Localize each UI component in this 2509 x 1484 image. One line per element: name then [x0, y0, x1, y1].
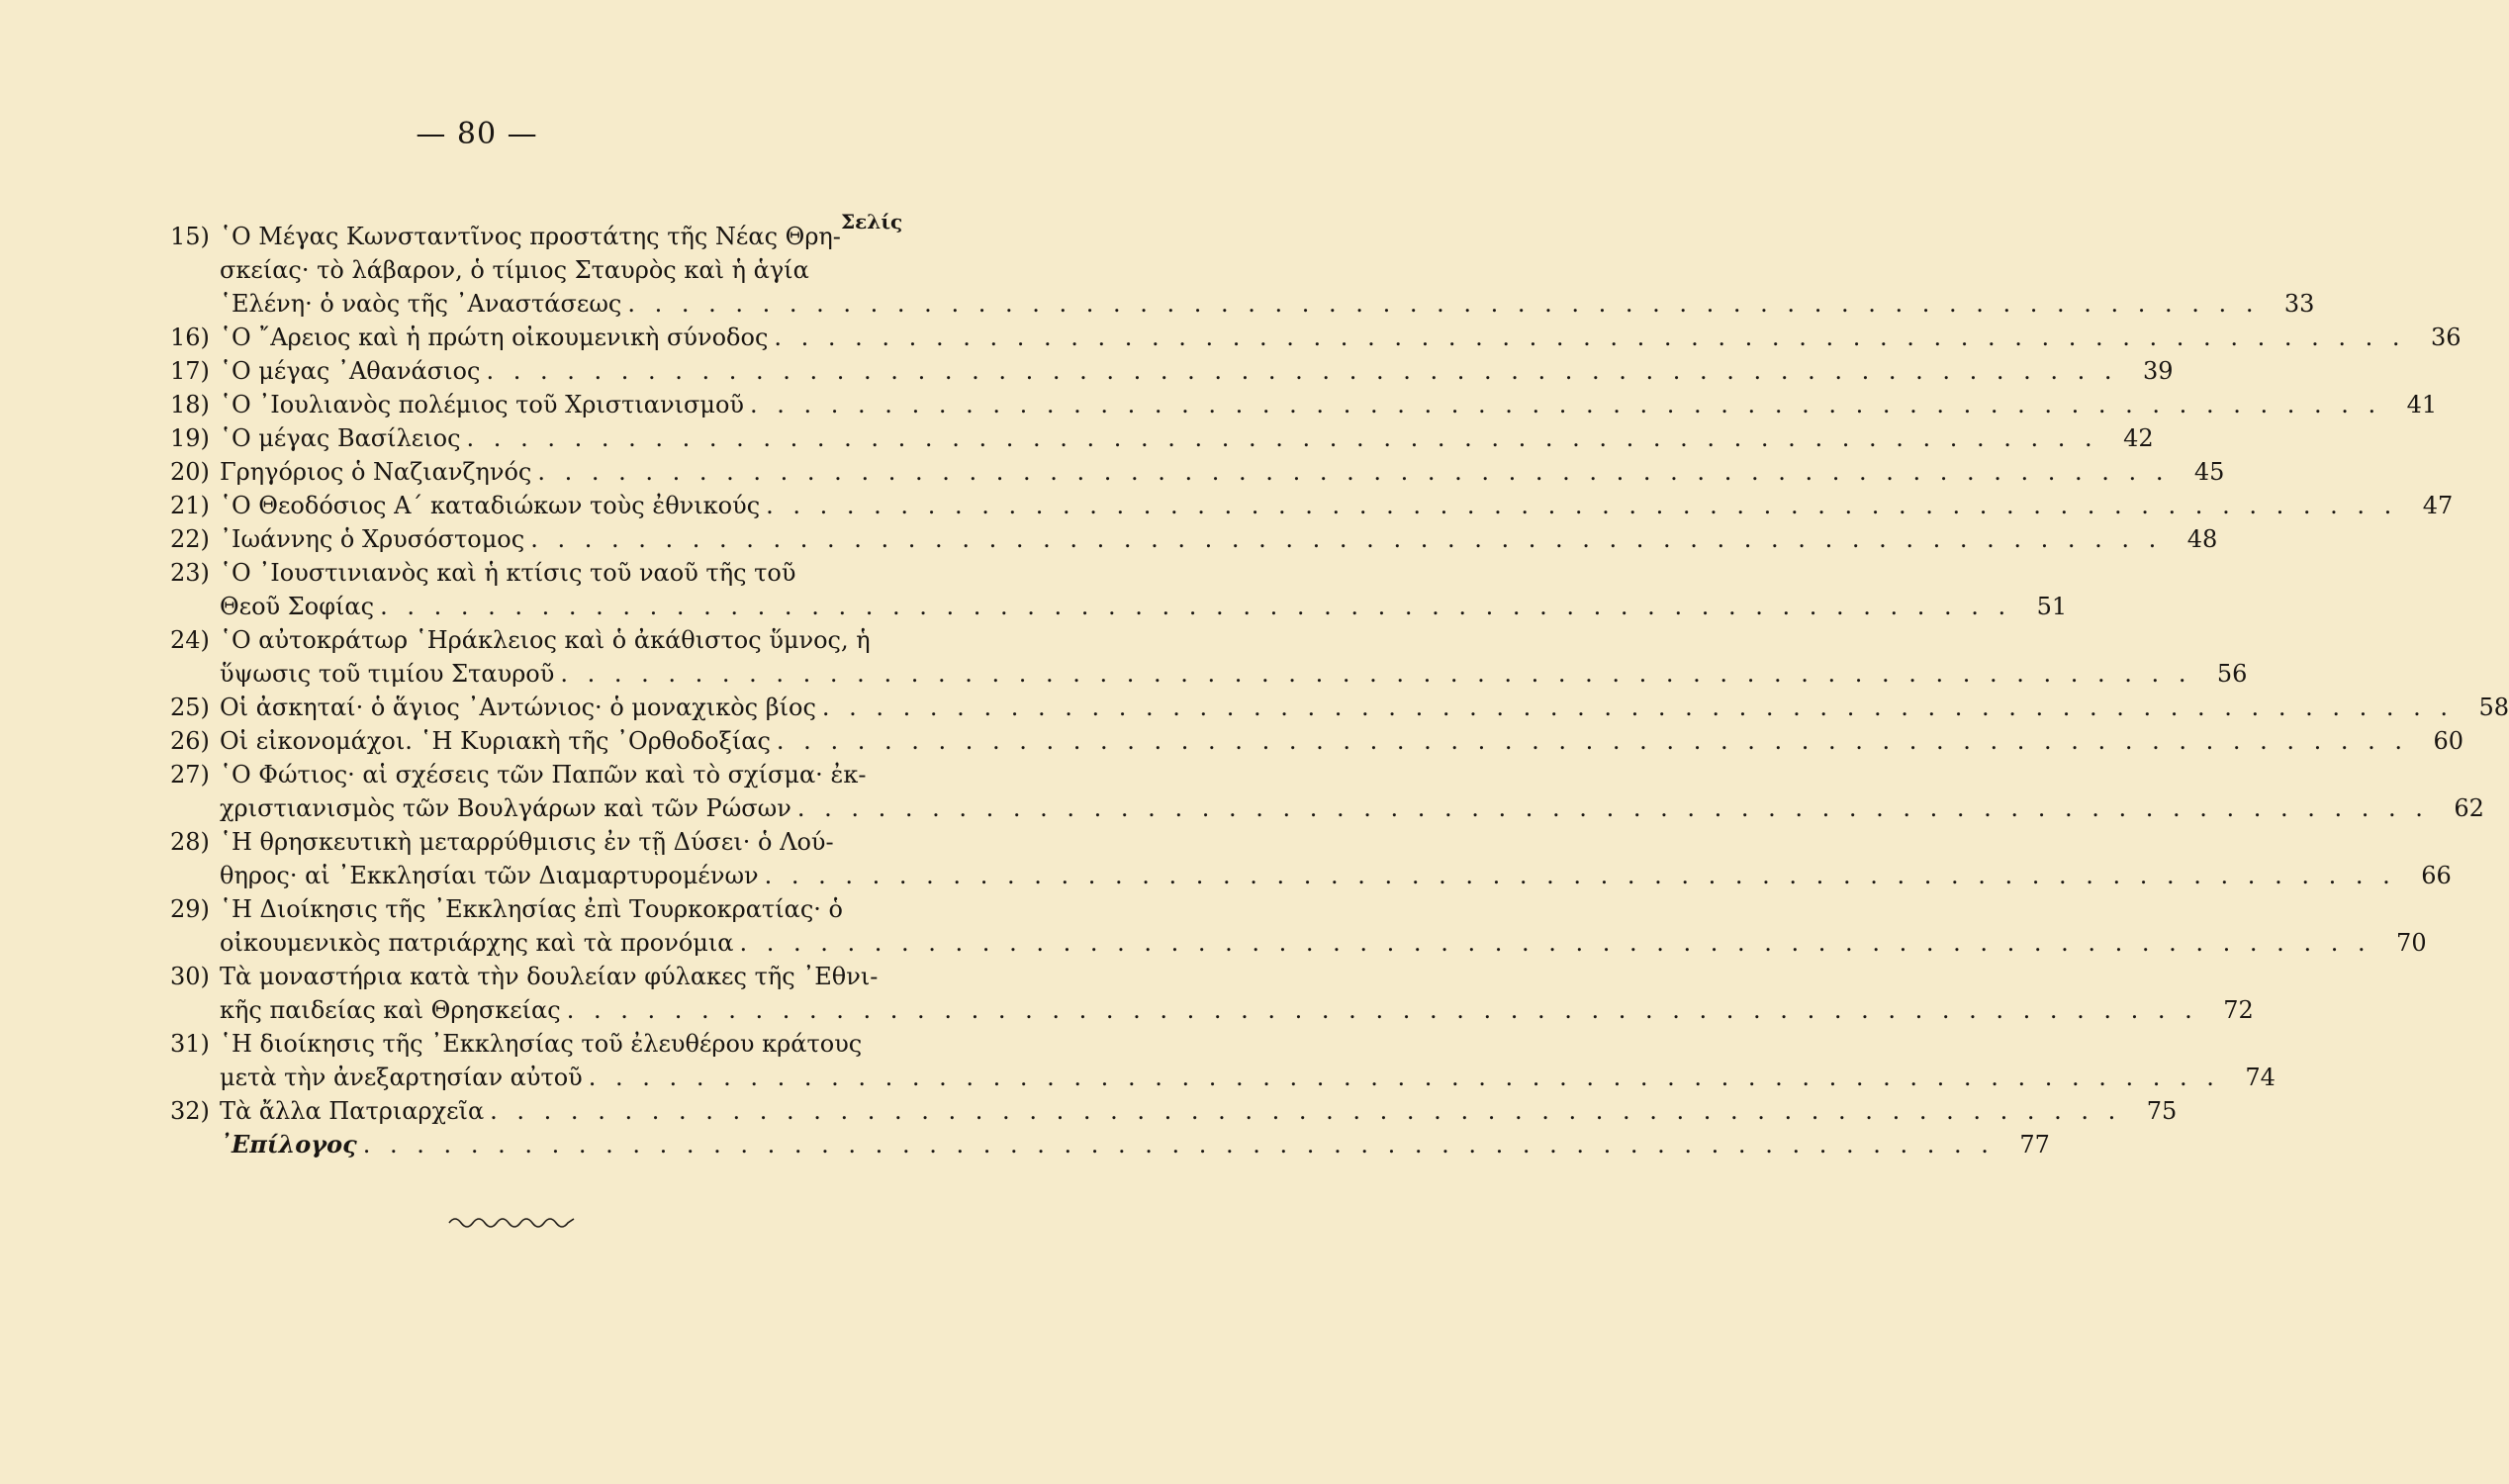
toc-entry-number: 20) — [170, 458, 210, 486]
dot-leader — [490, 1094, 2121, 1128]
toc-entry — [170, 388, 2438, 421]
toc-entry — [170, 724, 2464, 758]
toc-entry — [170, 960, 2254, 1027]
toc-entry-number: 27) — [170, 761, 210, 788]
dot-leader — [627, 287, 2259, 321]
toc-entry-line — [170, 1094, 2178, 1128]
toc-entry-number: 23) — [170, 559, 210, 587]
dot-leader — [797, 791, 2429, 825]
toc-entry — [170, 691, 2509, 724]
toc-entry-page: 39 — [2143, 357, 2174, 385]
toc-entry-line — [170, 657, 2248, 691]
dot-leader — [567, 993, 2198, 1027]
dot-leader — [750, 388, 2381, 421]
toc-entry-page: 48 — [2186, 525, 2218, 553]
toc-entry-page: 62 — [2454, 794, 2484, 822]
toc-entry — [170, 825, 2452, 892]
toc-entry-page: 56 — [2216, 660, 2248, 688]
toc-entry-line — [170, 791, 2484, 825]
dot-leader — [589, 1061, 2220, 1094]
dot-leader — [467, 421, 2098, 455]
toc-entry-page: 70 — [2396, 929, 2427, 957]
toc-entry-title: ῾Ο Φώτιος· αἱ σχέσεις τῶν Παπῶν καὶ τὸ σχίσμα· ἐκ- — [220, 761, 867, 788]
toc-entry-page: 33 — [2283, 290, 2315, 318]
toc-entry-title: ῾Ελένη· ὁ ναὸς τῆς ᾿Αναστάσεως — [220, 290, 622, 318]
toc-entry-line — [170, 489, 2454, 522]
toc-entry-title: ῾Ο αὐτοκράτωρ ῾Ηράκλειος καὶ ὁ ἀκάθιστος ὕμνος, ἡ — [220, 626, 871, 654]
dot-leader — [380, 590, 2011, 623]
dot-leader — [777, 724, 2408, 758]
toc-entry-page: 66 — [2421, 862, 2452, 889]
toc-entry-title: ῾Ο ῎Αρειος καὶ ἡ πρώτη οἰκουμενικὴ σύνοδος — [220, 324, 769, 351]
toc-entry-line — [170, 960, 902, 993]
toc-entry-page: 41 — [2406, 391, 2438, 418]
toc-entry-line — [170, 556, 902, 590]
toc-entry-number: 19) — [170, 424, 210, 452]
toc-entry-line — [170, 993, 2254, 1027]
toc-entry-title: ῾Ο μέγας Βασίλειος — [220, 424, 461, 452]
toc-entry-number: 16) — [170, 324, 210, 351]
toc-entry-number: 28) — [170, 828, 210, 856]
toc-entry-line — [170, 522, 2218, 556]
toc-entry-title: ῾Ο ᾿Ιουλιανὸς πολέμιος τοῦ Χριστιανισμοῦ — [220, 391, 745, 418]
toc-entry-title: ῾Η διοίκησις τῆς ᾿Εκκλησίας τοῦ ἐλευθέρου κράτους — [220, 1030, 863, 1058]
wavy-divider-ornament — [447, 1213, 576, 1231]
toc-entry-title: Θεοῦ Σοφίας — [220, 593, 375, 620]
toc-entry-page: 51 — [2036, 593, 2068, 620]
toc-entry-page: 45 — [2193, 458, 2225, 486]
toc-entry-title: ὕψωσις τοῦ τιμίου Σταυροῦ — [220, 660, 555, 688]
dot-leader — [766, 489, 2397, 522]
toc-entry-line — [170, 623, 902, 657]
toc-entry-line — [170, 1061, 2276, 1094]
toc-entry — [170, 421, 2154, 455]
dot-leader — [363, 1128, 1995, 1161]
toc-entry — [170, 489, 2454, 522]
toc-entry-line — [170, 859, 2452, 892]
toc-entry-title: κῆς παιδείας καὶ Θρησκείας — [220, 996, 561, 1024]
dot-leader — [537, 455, 2169, 489]
toc-entry-title: ᾿Ιωάννης ὁ Χρυσόστομος — [220, 525, 525, 553]
toc-entry-number: 26) — [170, 727, 210, 755]
toc-entry — [170, 1094, 2178, 1128]
toc-entry-title: ῾Η θρησκευτικὴ μεταρρύθμισις ἐν τῇ Δύσει· ὁ Λού- — [220, 828, 834, 856]
toc-entry-title: θηρος· αἱ ᾿Εκκλησίαι τῶν Διαμαρτυρομένων — [220, 862, 759, 889]
toc-entry-number: 30) — [170, 963, 210, 990]
toc-entry-title: ῾Ο Θεοδόσιος Α΄ καταδιώκων τοὺς ἐθνικούς — [220, 492, 761, 519]
dot-leader — [765, 859, 2396, 892]
toc-entry — [170, 556, 2068, 623]
toc-entry-line — [170, 253, 902, 287]
toc-entry-page: 60 — [2433, 727, 2464, 755]
toc-entry-line — [170, 287, 2315, 321]
toc-entry — [170, 455, 2225, 489]
toc-entry-title: ᾿Επίλογος — [220, 1130, 357, 1159]
toc-entry — [170, 321, 2462, 354]
toc-entry — [170, 623, 2248, 691]
toc-entry-number: 24) — [170, 626, 210, 654]
toc-entry-title: ῾Ο Μέγας Κωνσταντῖνος προστάτης τῆς Νέας Θρη- — [220, 223, 841, 250]
toc-entry-number: 17) — [170, 357, 210, 385]
toc-entry-number: 15) — [170, 223, 210, 250]
toc-entry-page: 74 — [2245, 1064, 2276, 1091]
toc-entry-title: ῾Ο ᾿Ιουστινιανὸς καὶ ἡ κτίσις τοῦ ναοῦ τῆς τοῦ — [220, 559, 796, 587]
toc-entry-number: 18) — [170, 391, 210, 418]
page-number: — 80 — — [416, 117, 538, 151]
dot-leader — [774, 321, 2405, 354]
toc-entry-line — [170, 590, 2068, 623]
toc-entry-number: 29) — [170, 895, 210, 923]
toc-entry-page: 75 — [2146, 1097, 2178, 1125]
toc-entry — [170, 1128, 2050, 1161]
toc-entry-line — [170, 1128, 2050, 1161]
toc-entry-number: 32) — [170, 1097, 210, 1125]
toc-entry — [170, 354, 2174, 388]
toc-entry-title: ῾Η Διοίκησις τῆς ᾿Εκκλησίας ἐπὶ Τουρκοκρατίας· ὁ — [220, 895, 843, 923]
toc-entry-line — [170, 220, 902, 253]
dot-leader — [739, 926, 2370, 960]
toc-entry-line — [170, 926, 2427, 960]
toc-entry-number: 21) — [170, 492, 210, 519]
toc-entry-line — [170, 388, 2438, 421]
toc-entry-title: Οἱ ἀσκηταί· ὁ ἅγιος ᾿Αντώνιος· ὁ μοναχικὸς βίος — [220, 694, 816, 721]
toc-entry-title: Τὰ ἄλλα Πατριαρχεῖα — [220, 1097, 485, 1125]
toc-entry-line — [170, 758, 902, 791]
toc-entry-number: 22) — [170, 525, 210, 553]
toc-entry-page: 77 — [2019, 1131, 2050, 1159]
toc-entry-title: Τὰ μοναστήρια κατὰ τὴν δουλείαν φύλακες τῆς ᾿Εθνι- — [220, 963, 879, 990]
toc-entry-title: σκείας· τὸ λάβαρον, ὁ τίμιος Σταυρὸς καὶ ἡ ἁγία — [220, 256, 809, 284]
toc-entry — [170, 522, 2218, 556]
toc-entry-title: Οἱ εἰκονομάχοι. ῾Η Κυριακὴ τῆς ᾿Ορθοδοξίας — [220, 727, 771, 755]
toc-entry-line — [170, 354, 2174, 388]
page-column-header: Σελίς — [841, 210, 903, 233]
toc-entry — [170, 758, 2484, 825]
toc-entry-title: χριστιανισμὸς τῶν Βουλγάρων καὶ τῶν Ρώσων — [220, 794, 791, 822]
dot-leader — [822, 691, 2454, 724]
toc-entry-line — [170, 321, 2462, 354]
toc-entry-line — [170, 724, 2464, 758]
toc-entry-line — [170, 455, 2225, 489]
toc-entry-title: Γρηγόριος ὁ Ναζιανζηνός — [220, 458, 532, 486]
toc-entry-line — [170, 892, 902, 926]
toc-entry-title: οἰκουμενικὸς πατριάρχης καὶ τὰ προνόμια — [220, 929, 734, 957]
toc-entry-line — [170, 1027, 902, 1061]
toc-entry-page: 36 — [2430, 324, 2462, 351]
toc-entry-page: 58 — [2478, 694, 2509, 721]
toc-entry — [170, 1027, 2276, 1094]
toc-entry-page: 72 — [2223, 996, 2254, 1024]
dot-leader — [530, 522, 2162, 556]
dot-leader — [486, 354, 2117, 388]
toc-entry-line — [170, 421, 2154, 455]
dot-leader — [560, 657, 2191, 691]
toc-entry-line — [170, 691, 2509, 724]
toc-entry-number: 25) — [170, 694, 210, 721]
toc-entry-page: 47 — [2422, 492, 2454, 519]
toc-entry-line — [170, 825, 902, 859]
toc-entry-page: 42 — [2123, 424, 2154, 452]
toc-entry — [170, 892, 2427, 960]
toc-entry-title: μετὰ τὴν ἀνεξαρτησίαν αὐτοῦ — [220, 1064, 583, 1091]
toc-entry-number: 31) — [170, 1030, 210, 1058]
toc-entry-title: ῾Ο μέγας ᾿Αθανάσιος — [220, 357, 481, 385]
toc-entry — [170, 220, 2315, 321]
table-of-contents — [170, 220, 2509, 1161]
